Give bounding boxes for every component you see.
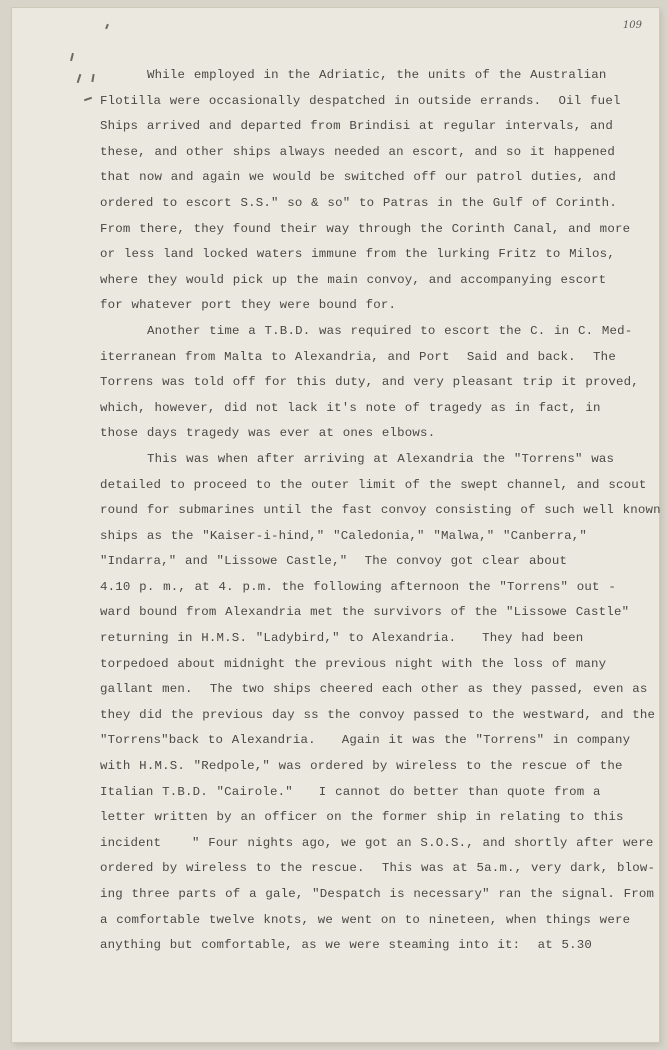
text-line: ing three parts of a gale, "Despatch is necessary" ran the signal. From: [100, 887, 655, 901]
pencil-mark: [77, 74, 82, 83]
text-line: 4.10 p. m., at 4. p.m. the following afternoon the "Torrens" out -: [100, 579, 616, 594]
text-line: or less land locked waters immune from the lurking Fritz to Milos,: [100, 247, 615, 262]
text-line: "Indarra," and "Lissowe Castle," The convoy got clear about: [100, 554, 568, 569]
text-line: those days tragedy was ever at ones elbows.: [100, 426, 436, 441]
text-line: Torrens was told off for this duty, and very pleasant trip it proved,: [100, 375, 639, 390]
text-line: anything but comfortable, as we were steaming into it: at 5.30: [100, 938, 593, 953]
text-line: with H.M.S. "Redpole," was ordered by wireless to the rescue of the: [100, 759, 623, 774]
pencil-mark: [70, 53, 74, 61]
text-line: detailed to proceed to the outer limit of the swept channel, and scout: [100, 477, 647, 492]
text-line: for whatever port they were bound for.: [100, 298, 397, 313]
text-line: ordered by wireless to the rescue. This was at 5a.m., very dark, blow-: [100, 861, 656, 876]
text-line: these, and other ships always needed an escort, and so it happened: [100, 144, 615, 159]
text-line: Italian T.B.D. "Cairole." I cannot do better than quote from a: [100, 784, 601, 799]
text-line: torpedoed about midnight the previous night with the loss of many: [100, 656, 607, 671]
text-line: ordered to escort S.S." so & so" to Patras in the Gulf of Corinth.: [100, 195, 617, 210]
text-line: they did the previous day ss the convoy passed to the westward, and the: [100, 707, 656, 722]
text-line: ward bound from Alexandria met the survivors of the "Lissowe Castle": [100, 605, 630, 620]
text-line: gallant men. The two ships cheered each other as they passed, even as: [100, 682, 648, 697]
text-line: letter written by an officer on the former ship in relating to this: [100, 810, 624, 825]
text-line: returning in H.M.S. "Ladybird," to Alexandria. They had been: [100, 631, 584, 646]
pencil-mark: [84, 97, 92, 102]
pencil-mark: [105, 24, 109, 29]
text-line: " Four nights ago, we got an S.O.S., and shortly after were: [192, 835, 654, 850]
text-line: From there, they found their way through the Corinth Canal, and more: [100, 221, 631, 236]
text-line: While employed in the Adriatic, the units of the Australian: [147, 68, 607, 82]
text-line: iterranean from Malta to Alexandria, and Port Said and back. The: [100, 349, 616, 364]
pencil-mark: [91, 74, 94, 82]
text-line: Flotilla were occasionally despatched in outside errands. Oil fuel: [100, 93, 621, 108]
text-line: incident: [100, 835, 162, 850]
typewritten-text: [100, 63, 661, 959]
text-line: This was when after arriving at Alexandria the "Torrens" was: [147, 451, 615, 466]
text-line: that now and again we would be switched off our patrol duties, and: [100, 170, 616, 185]
text-line: ships as the "Kaiser-i-hind," "Caledonia," "Malwa," "Canberra,": [100, 528, 588, 543]
text-line: round for submarines until the fast convoy consisting of such well known: [100, 503, 661, 518]
text-line: a comfortable twelve knots, we went on to nineteen, when things were: [100, 912, 631, 927]
text-line: Another time a T.B.D. was required to escort the C. in C. Med-: [147, 323, 633, 338]
text-line: which, however, did not lack it's note of tragedy as in fact, in: [100, 400, 601, 415]
text-line: "Torrens"back to Alexandria. Again it was the "Torrens" in company: [100, 733, 631, 748]
page-number: 109: [622, 20, 642, 31]
text-line: where they would pick up the main convoy, and accompanying escort: [100, 272, 607, 287]
text-line: Ships arrived and departed from Brindisi at regular intervals, and: [100, 119, 613, 134]
